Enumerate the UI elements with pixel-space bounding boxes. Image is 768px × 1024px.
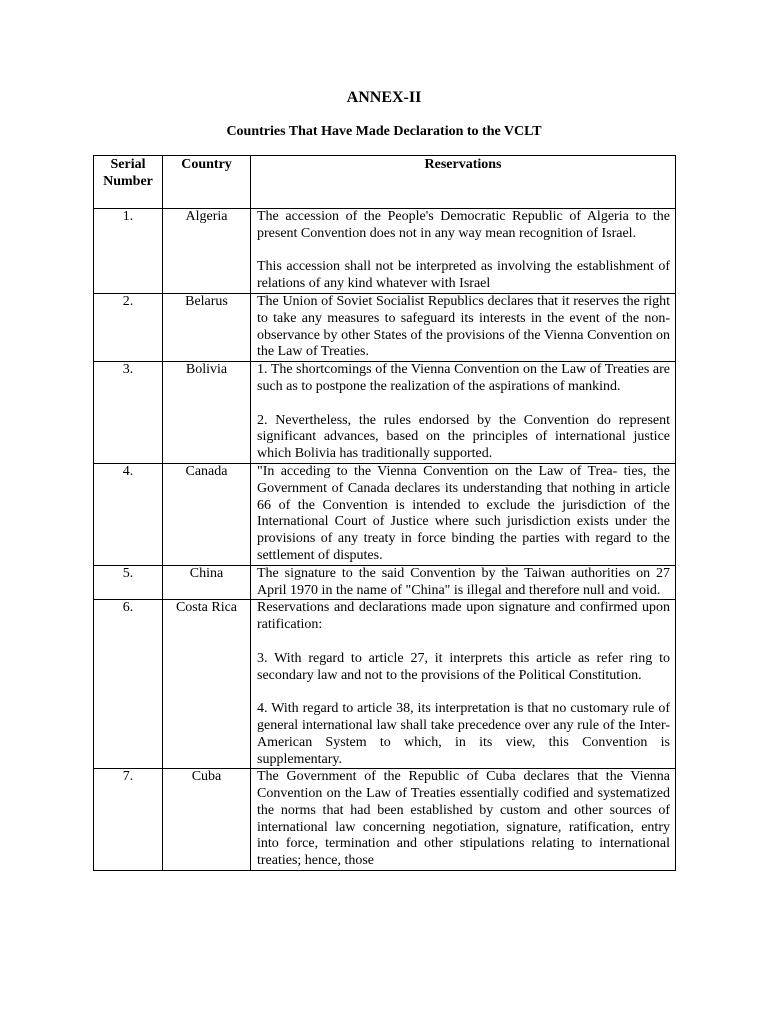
reservation-paragraph: This accession shall not be interpreted as involving the establishment of relations of any kind whatever with Israel: [257, 259, 670, 292]
reservation-cell: [251, 600, 676, 769]
declarations-table: [93, 155, 676, 871]
reservation-cell-clip: [257, 769, 670, 870]
header-country: Country: [163, 156, 251, 209]
country-cell: Algeria: [163, 209, 251, 294]
header-reservations: Reservations: [251, 156, 676, 209]
reservation-paragraph: The signature to the said Convention by the Taiwan authorities on 27 April 1970 in the name of "China" is illegal and therefore null and void.: [257, 565, 670, 598]
country-cell: China: [163, 565, 251, 600]
serial-cell: 1.: [94, 209, 163, 294]
country-cell: Cuba: [163, 769, 251, 871]
table-row: [94, 565, 676, 600]
reservation-paragraph: 3. With regard to article 27, it interprets this article as refer ring to secondary law and not to the provisions of the Political Constitution.: [257, 650, 670, 683]
reservation-cell: [251, 565, 676, 600]
serial-cell: 7.: [94, 769, 163, 871]
table-row: [94, 293, 676, 361]
reservation-paragraph: The accession of the People's Democratic Republic of Algeria to the present Convention does not in any way mean recognition of Israel.: [257, 209, 670, 241]
reservation-paragraph: The Government of the Republic of Cuba declares that the Vienna Convention on the Law of Treaties essentially codified and systematized the norms that had been established by custom and other sources of international law concerning negotiation, signature, ratification, entry into force, termination and other stipulations relating to international treaties; hence, those: [257, 769, 670, 869]
country-cell: Belarus: [163, 293, 251, 361]
reservation-cell: [251, 209, 676, 294]
table-row: [94, 362, 676, 464]
serial-cell: 6.: [94, 600, 163, 769]
reservation-paragraph: Reservations and declarations made upon signature and confirmed upon ratification:: [257, 600, 670, 633]
reservation-paragraph: 4. With regard to article 38, its interpretation is that no customary rule of general international law shall take precedence over any rule of the Inter-American System to which, in its view, this Convention is supplementary.: [257, 701, 670, 767]
reservation-cell: [251, 293, 676, 361]
reservation-cell: [251, 463, 676, 565]
country-cell: Costa Rica: [163, 600, 251, 769]
header-serial-number: Serial Number: [94, 156, 163, 209]
annex-title: ANNEX-II: [346, 89, 422, 106]
serial-cell: 5.: [94, 565, 163, 600]
table-row: [94, 600, 676, 769]
table-header-row: [94, 156, 676, 209]
reservation-paragraph: The Union of Soviet Socialist Republics declares that it reserves the right to take any measures to safeguard its interests in the event of the non-observance by other States of the provisions of the Vienna Convention on the Law of Treaties.: [257, 293, 670, 360]
reservation-cell: [251, 362, 676, 464]
country-cell: Bolivia: [163, 362, 251, 464]
serial-cell: 4.: [94, 463, 163, 565]
table-row: [94, 209, 676, 294]
reservation-paragraph: 2. Nevertheless, the rules endorsed by the Convention do represent significant advances, based on the principles of international justice which Bolivia has traditionally supported.: [257, 412, 670, 462]
reservation-paragraph: "In acceding to the Vienna Convention on the Law of Trea- ties, the Government of Canada declares its understanding that nothing in article 66 of the Convention is intended to exclude the jurisdiction of the International Court of Justice where such jurisdiction exists under the provisions of any treaty in force binding the parties with regard to the settlement of disputes.: [257, 463, 670, 563]
annex-subtitle: Countries That Have Made Declaration to the VCLT: [226, 124, 542, 139]
table-row: [94, 769, 676, 871]
table-row: [94, 463, 676, 565]
country-cell: Canada: [163, 463, 251, 565]
serial-cell: 2.: [94, 293, 163, 361]
reservation-cell: [251, 769, 676, 871]
serial-cell: 3.: [94, 362, 163, 464]
reservation-paragraph: 1. The shortcomings of the Vienna Convention on the Law of Treaties are such as to postpone the realization of the aspirations of mankind.: [257, 362, 670, 394]
